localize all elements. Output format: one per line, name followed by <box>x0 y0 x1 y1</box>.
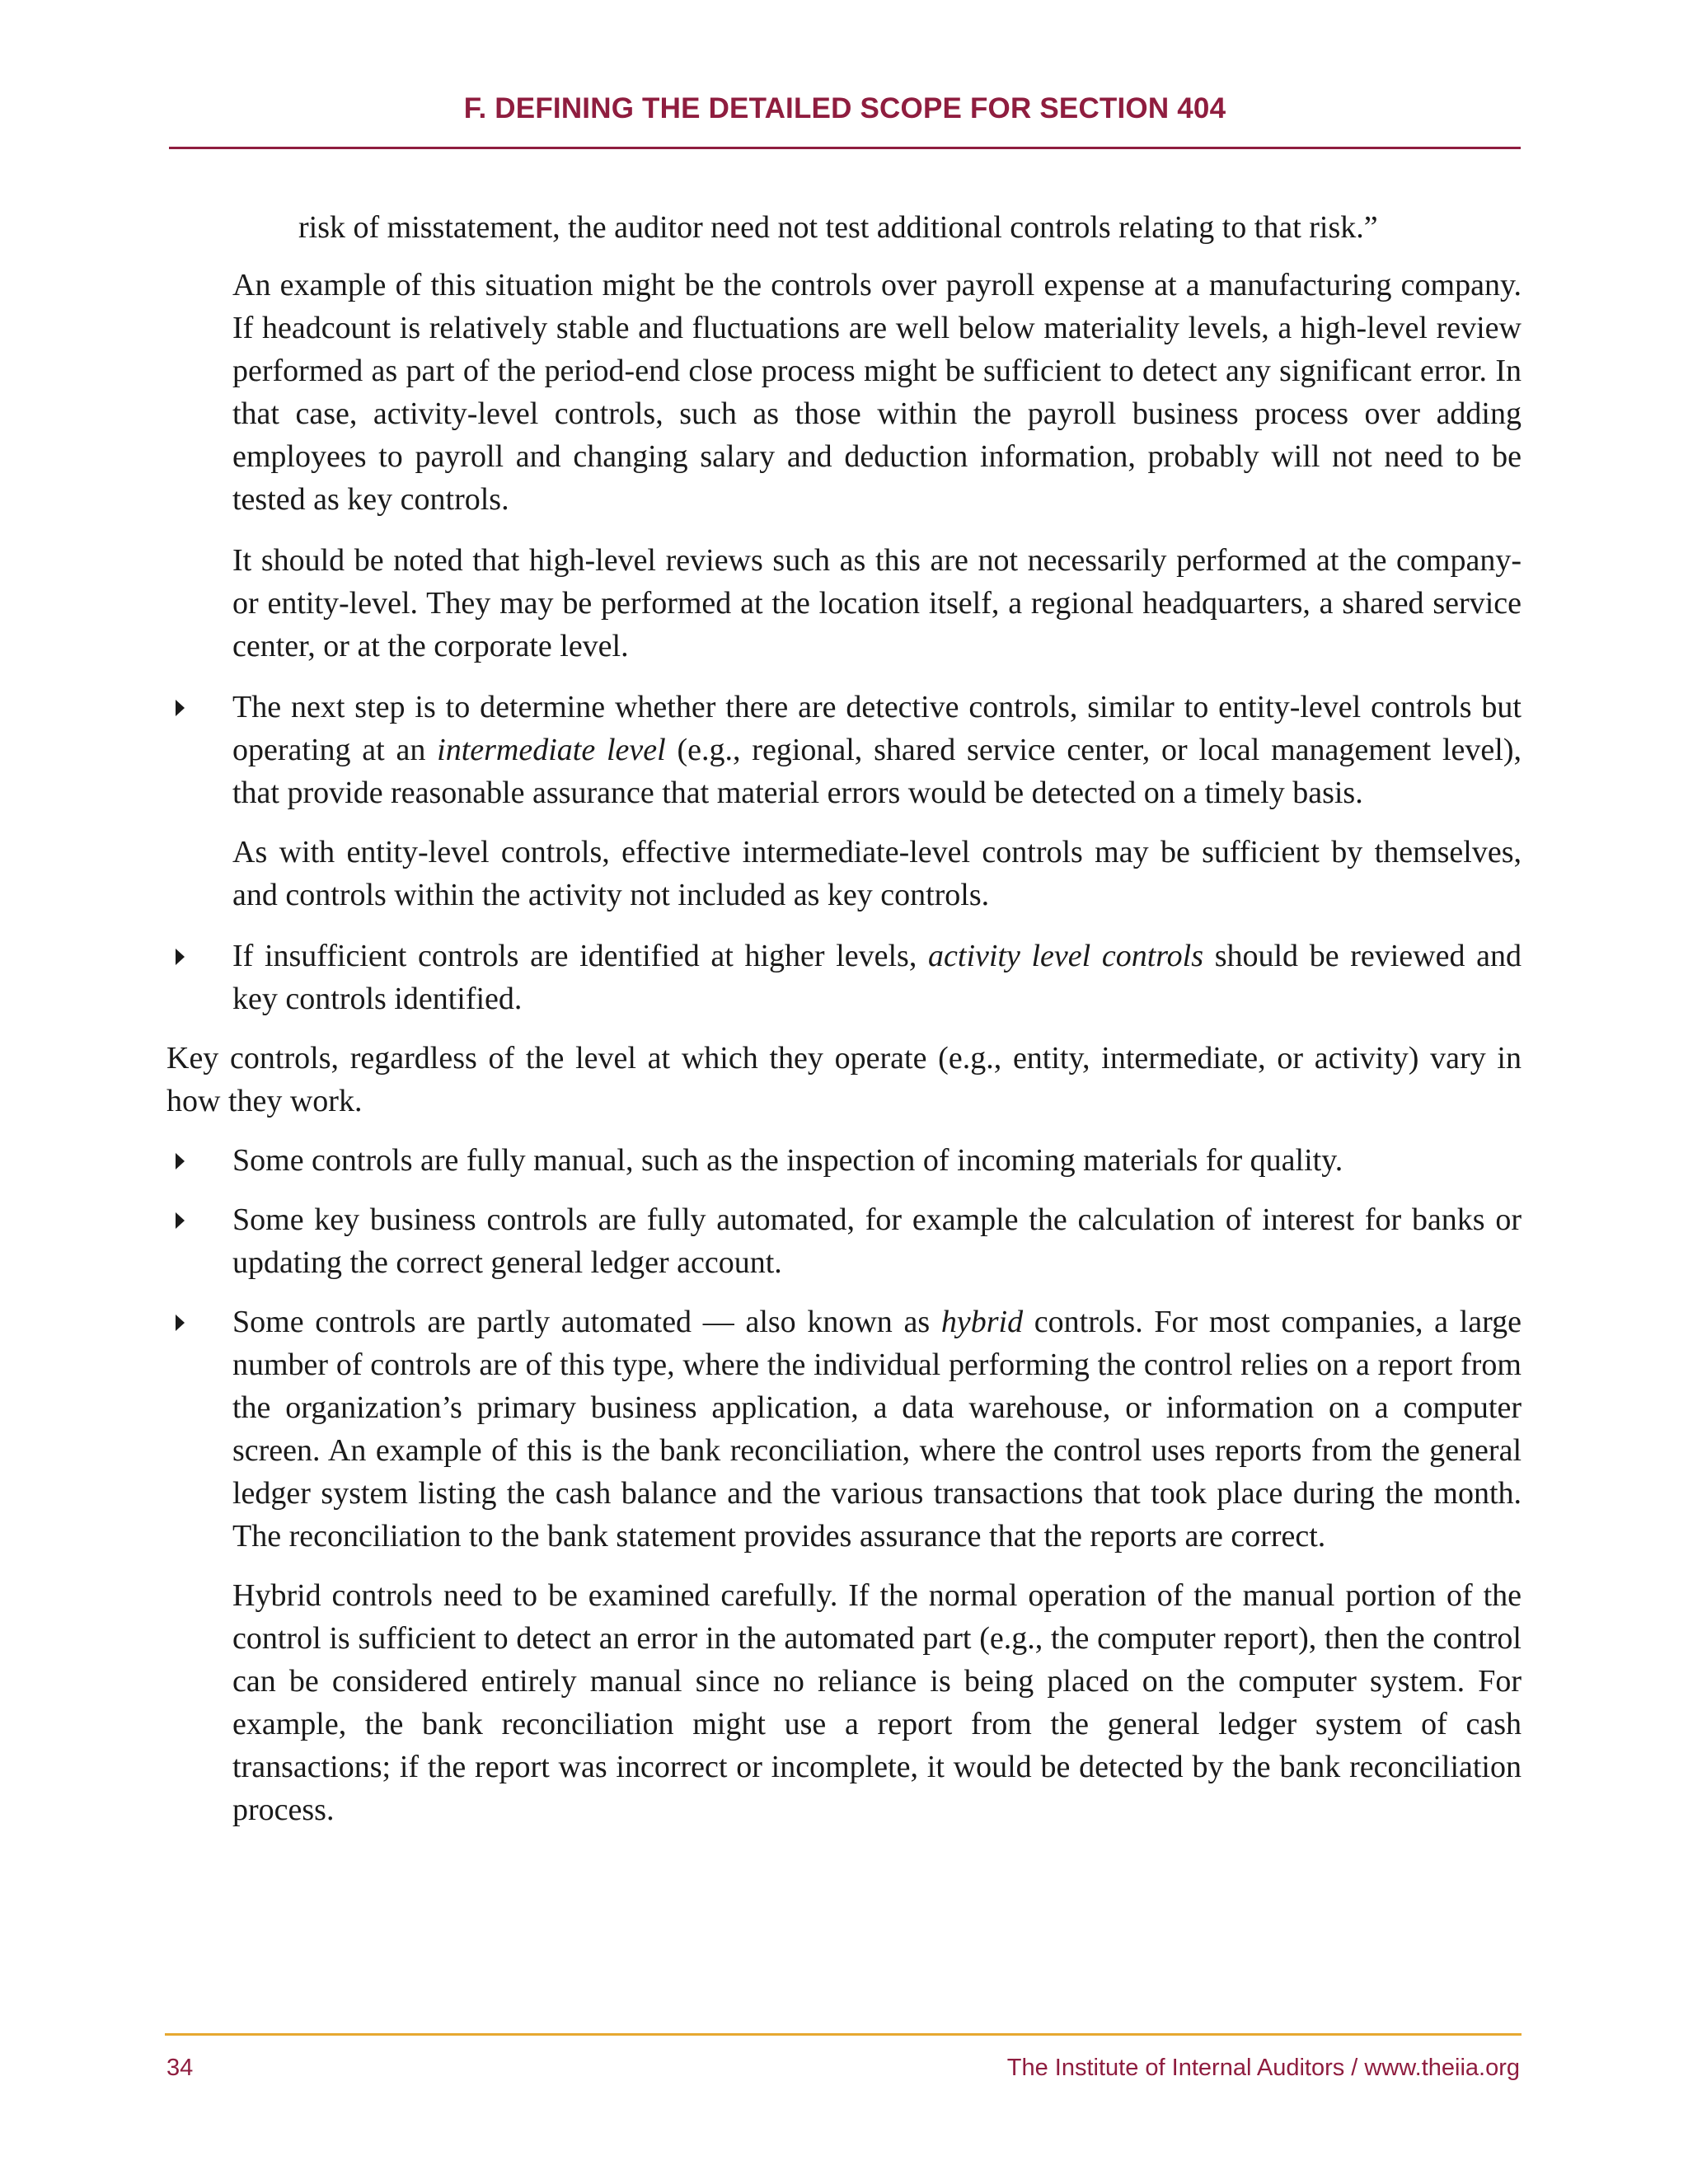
emphasis-text: activity level controls <box>928 939 1204 973</box>
bullet-arrow-icon <box>176 1153 185 1169</box>
bullet-text: controls. For most companies, a large number of controls are of this type, where the individual performing the control relies on a report from the organization’s primary business application, a data warehouse, or information on a computer screen. An example of this is the bank reconciliation, where the control uses reports from the general ledger system listing the cash balance and the various transactions that took place during the month. The reconciliation to the bank statement provides assurance that the reports are correct. <box>232 1305 1522 1554</box>
bullet-automated-controls <box>166 1198 1522 1284</box>
bullet-text: Some key business controls are fully automated, for example the calculation of interest for banks or updating the correct general ledger account. <box>232 1202 1522 1280</box>
footer-organization: The Institute of Internal Auditors / www.theiia.org <box>1006 2055 1520 2081</box>
emphasis-text: hybrid <box>940 1305 1024 1339</box>
bullet-text: If insufficient controls are identified at higher levels, <box>232 939 929 973</box>
bullet-next-step <box>166 686 1522 814</box>
bullet-text: Some controls are partly automated — also known as <box>232 1305 941 1339</box>
bullet-text: (e.g., regional, shared service center, or local management level), that provide reasonable assurance that material errors would be detected on a timely basis. <box>232 733 1522 810</box>
paragraph-high-level-reviews: It should be noted that high-level reviews such as this are not necessarily performed at the company- or entity-level. They may be performed at the location itself, a regional headquarters, a shared service center, or at the corporate level. <box>232 543 1522 663</box>
running-header: F. DEFINING THE DETAILED SCOPE FOR SECTION 404 <box>463 92 1226 124</box>
page-number: 34 <box>166 2055 194 2081</box>
bullet-arrow-icon <box>176 949 185 965</box>
bullet-arrow-icon <box>176 1212 185 1229</box>
bullet-text: Some controls are fully manual, such as the inspection of incoming materials for quality. <box>232 1143 1343 1178</box>
bullet-insufficient-controls <box>166 935 1522 1020</box>
quote-continuation: risk of misstatement, the auditor need not test additional controls relating to that risk.” <box>298 210 1378 245</box>
bullet-text: should be reviewed and key controls identified. <box>232 939 1522 1016</box>
page-body <box>166 206 1522 1849</box>
paragraph-hybrid-examined: Hybrid controls need to be examined carefully. If the normal operation of the manual portion of the control is sufficient to detect an error in the automated part (e.g., the computer report), then the control can be considered entirely manual since no reliance is being placed on the computer system. For example, the bank reconciliation might use a report from the general ledger system of cash transactions; if the report was incorrect or incomplete, it would be detected by the bank reconciliation process. <box>232 1578 1522 1827</box>
bullet-manual-controls <box>166 1139 1522 1182</box>
paragraph-entity-level: As with entity-level controls, effective intermediate-level controls may be sufficient by themselves, and controls within the activity not included as key controls. <box>232 835 1522 912</box>
emphasis-text: intermediate level <box>437 733 666 767</box>
bullet-hybrid-controls <box>166 1301 1522 1558</box>
bullet-arrow-icon <box>176 700 185 716</box>
paragraph-payroll-example: An example of this situation might be the controls over payroll expense at a manufacturing company. If headcount is relatively stable and fluctuations are well below materiality levels, a high-level review performed as part of the period-end close process might be sufficient to detect any significant error. In that case, activity-level controls, such as those within the payroll business process over adding employees to payroll and changing salary and deduction information, probably will not need to be tested as key controls. <box>232 268 1522 517</box>
bullet-text: The next step is to determine whether there are detective controls, similar to entity-level controls but operating at an <box>232 690 1522 767</box>
bullet-arrow-icon <box>176 1315 185 1331</box>
paragraph-key-controls: Key controls, regardless of the level at which they operate (e.g., entity, intermediate, or activity) vary in how they work. <box>166 1041 1522 1118</box>
header-rule <box>169 147 1521 149</box>
footer-rule <box>165 2033 1522 2036</box>
